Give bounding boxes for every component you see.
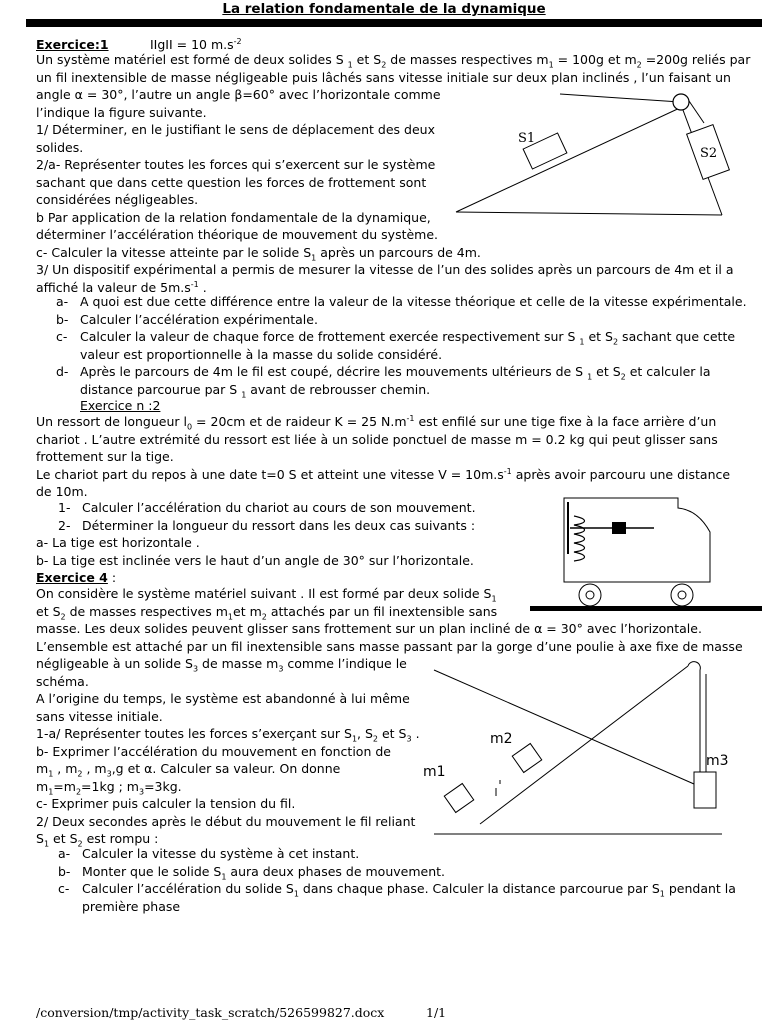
ex1-question: a- A quoi est due cette différence entre la valeur de la vitesse théorique et celle de la vitesse expérimentale. bbox=[56, 294, 747, 309]
page-title: La relation fondamentale de la dynamique bbox=[222, 1, 546, 17]
ex4-line: A l’origine du temps, le système est abandonné à lui même bbox=[36, 691, 410, 706]
ex4-question: c- Calculer l’accélération du solide $S_1$ dans chaque phase. Calculer la distance parcourue par $S_1$ pendant la bbox=[58, 881, 736, 899]
ex4-line: sans vitesse initiale. bbox=[36, 708, 163, 724]
ex4-heading: Exercice 4 : bbox=[36, 570, 117, 585]
ex4-line: c- Exprimer puis calculer la tension du fil. bbox=[36, 796, 296, 811]
base-line bbox=[456, 212, 722, 215]
inclined-planes-figure bbox=[452, 88, 762, 228]
ex4-question: b- Monter que le solide $S_1$ aura deux phases de mouvement. bbox=[58, 863, 446, 881]
ex1-line: c- Calculer la vitesse atteinte par le solide $S_1$ après un parcours de 4m. bbox=[36, 244, 481, 262]
ex1-line: Un système matériel est formé de deux solides S $_1$ et $S_2$ de masses respectives $m_1 = 100g$ et $m_2 =200g$ reliés par bbox=[36, 52, 751, 70]
solid-m2 bbox=[512, 743, 541, 772]
pulley-icon bbox=[688, 662, 700, 670]
ex1-question: c- Calculer la valeur de chaque force de frottement exercée respectivement sur S $_1$ et $S_2$ sachant que cette bbox=[56, 329, 736, 347]
ex1-line: solides. bbox=[36, 139, 84, 155]
footer-path: /conversion/tmp/activity_task_scratch/526599827.docx bbox=[36, 1005, 385, 1020]
ex2-questions bbox=[58, 499, 476, 534]
ex2-heading: Exercice n :2 bbox=[80, 398, 161, 413]
incline-surface bbox=[434, 670, 694, 784]
ex4-question: première phase bbox=[58, 898, 736, 916]
item-marker: c- bbox=[56, 329, 68, 344]
solid-m1 bbox=[444, 783, 473, 812]
footer-page: 1/1 bbox=[426, 1005, 447, 1020]
label-m3: m3 bbox=[706, 753, 729, 769]
label-s2: S2 bbox=[700, 146, 718, 161]
ex1-question: valeur est proportionnelle à la masse du solide considéré. bbox=[56, 346, 747, 364]
item-marker: d- bbox=[56, 364, 69, 379]
incline-pulley-figure bbox=[410, 662, 762, 842]
item-marker bbox=[58, 898, 82, 916]
ex2-cases bbox=[36, 534, 474, 569]
label-m2: m2 bbox=[490, 731, 513, 747]
ex2-line: de 10m. bbox=[36, 484, 88, 499]
ex2-line: chariot . L’autre extrémité du ressort est liée à un solide ponctuel de masse m = 0.2 kg qui peut glisser sans bbox=[36, 431, 718, 447]
ex4-line: schéma. bbox=[36, 673, 89, 689]
ex1-line: affiché la valeur de $5m.s^{-1}$ . bbox=[36, 279, 207, 295]
ex1-line: l’indique la figure suivante. bbox=[36, 104, 207, 120]
ex2-statement bbox=[36, 413, 730, 501]
ex1-line: déterminer l’accélération théorique de mouvement du système. bbox=[36, 227, 439, 242]
ex2-line: Un ressort de longueur $l_0 = 20cm$ et de raideur K = 25 $N.m^{-1}$ est enfilé sur une tige fixe à la face arrière d’un bbox=[36, 413, 717, 432]
ex2-question: 1- Calculer l’accélération du chariot au cours de son mouvement. bbox=[58, 500, 476, 515]
ex1-line: b Par application de la relation fondamentale de la dynamique, bbox=[36, 209, 431, 225]
ex1-question: d- Après le parcours de 4m le fil est coupé, décrire les mouvements ultérieurs de S $_1$ et $S_2$ et calculer la bbox=[56, 364, 711, 382]
ex2-case: b- La tige est inclinée vers le haut d’un angle de 30° sur l’horizontale. bbox=[36, 552, 474, 568]
item-marker: b- bbox=[58, 863, 71, 879]
string-s1 bbox=[560, 94, 680, 102]
cart-body bbox=[564, 498, 710, 582]
ex1-question: distance parcourue par S $_1$ avant de rebrousser chemin. bbox=[56, 381, 747, 399]
item-marker bbox=[56, 346, 80, 364]
label-s1: S1 bbox=[518, 131, 536, 146]
ex4-line: $m_1=m_2=1kg$ ; $m_3=3kg$. bbox=[36, 778, 182, 796]
label-m1: m1 bbox=[423, 764, 446, 780]
item-marker: b- bbox=[56, 311, 69, 327]
ex4-line: On considère le système matériel suivant . Il est formé par deux solide $S_1$ bbox=[36, 586, 497, 604]
ex1-question: b- Calculer l’accélération expérimentale. bbox=[56, 311, 318, 327]
ex1-line: sachant que dans cette question les forces de frottement sont bbox=[36, 174, 427, 190]
ex4-line: $m_1$ , $m_2$ , $m_3,g$ et α. Calculer sa valeur. On donne bbox=[36, 761, 341, 779]
ex4-line: négligeable à un solide $S_3$ de masse $m_3$ comme l’indique le bbox=[36, 656, 407, 674]
ex2-case: a- La tige est horizontale . bbox=[36, 535, 200, 550]
ex2-line: frottement sur la tige. bbox=[36, 449, 174, 464]
ex1-questions bbox=[56, 293, 747, 398]
ex1-gravity: IIgII = 10 $m.s^{-2}$ bbox=[150, 36, 242, 52]
incline-alpha bbox=[456, 106, 684, 212]
point-mass bbox=[612, 522, 626, 534]
ex4-line: masse. Les deux solides peuvent glisser sans frottement sur un plan incliné de α = 30° avec l’horizontale. bbox=[36, 621, 702, 636]
ex1-heading: Exercice:1 bbox=[36, 37, 109, 52]
solid-m3 bbox=[694, 772, 716, 808]
ex1-line: angle α = 30°, l’autre un angle β=60° avec l’horizontale comme bbox=[36, 87, 441, 102]
ex4-line: 2/ Deux secondes après le début du mouvement le fil reliant bbox=[36, 813, 416, 829]
ex1-line: 3/ Un dispositif expérimental a permis de mesurer la vitesse de l’un des solides après un parcours de 4m et il a bbox=[36, 262, 734, 277]
item-marker: a- bbox=[58, 846, 71, 861]
ex4-line: 1-a/ Représenter toutes les forces s’exerçant sur $S_1$, $S_2$ et $S_3$ . bbox=[36, 726, 420, 744]
ex1-line: considérées négligeables. bbox=[36, 192, 199, 207]
ex1-line: un fil inextensible de masse négligeable puis lâchés sans vitesse initiale sur deux plan inclinés , l’un faisant un bbox=[36, 69, 731, 85]
ex4-line: L’ensemble est attaché par un fil inextensible sans masse passant par la gorge d’une poulie à axe fixe de masse bbox=[36, 638, 743, 654]
pulley-icon bbox=[673, 94, 689, 110]
item-marker: a- bbox=[56, 294, 69, 309]
ex4-questions bbox=[58, 845, 736, 915]
ex4-line: et $S_2$ de masses respectives $m_1et$ $m_2$ attachés par un fil inextensible sans bbox=[36, 603, 498, 621]
ex1-line: 2/a- Représenter toutes les forces qui s’exercent sur le système bbox=[36, 157, 436, 172]
ex2-line: Le chariot part du repos à une date t=0 S et atteint une vitesse $V = 10m.s^{-1}$ après avoir parcouru une distance bbox=[36, 466, 731, 482]
ex4-line: b- Exprimer l’accélération du mouvement en fonction de bbox=[36, 743, 391, 759]
ex4-question: a- Calculer la vitesse du système à cet instant. bbox=[58, 846, 360, 861]
item-marker: c- bbox=[58, 881, 70, 896]
title-rule bbox=[26, 19, 762, 27]
ex4-line: $S_1$ et $S_2$ est rompu : bbox=[36, 831, 159, 849]
item-marker bbox=[56, 381, 80, 399]
ex2-question: 2- Déterminer la longueur du ressort dans les deux cas suivants : bbox=[58, 517, 476, 533]
ex1-line: 1/ Déterminer, en le justifiant le sens de déplacement des deux bbox=[36, 122, 435, 137]
